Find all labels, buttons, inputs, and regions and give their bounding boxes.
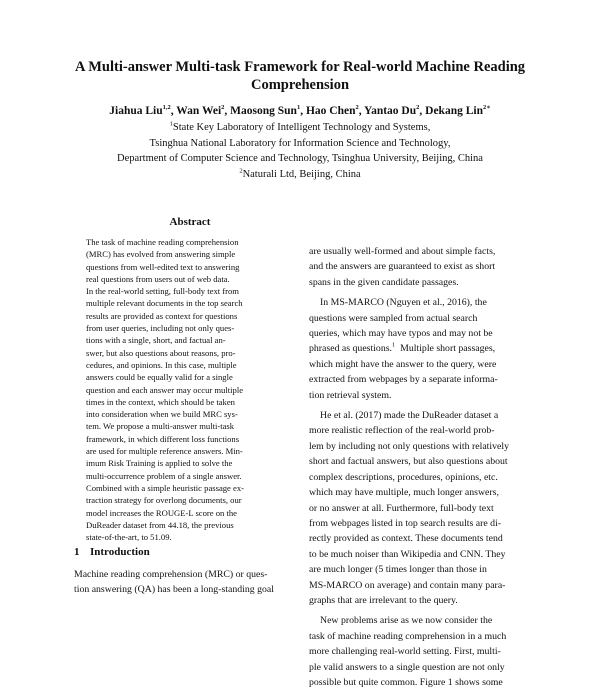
abstract-line: multi-occurrence problem of a single answer.: [86, 470, 242, 481]
abstract-line: (MRC) has evolved from answering simple: [86, 249, 236, 260]
text-line: are usually well-formed and about simple facts,: [309, 246, 496, 257]
abstract-line: imum Risk Training is applied to solve the: [86, 458, 233, 469]
abstract-line: into consideration when we build MRC sys-: [86, 409, 238, 420]
text-line: He et al. (2017) made the DuReader dataset a: [320, 410, 499, 422]
abstract-line: In the real-world setting, full-body text from: [86, 286, 239, 297]
abstract-line: swer, but also questions about reasons, pro-: [86, 347, 236, 358]
intro-line: tion answering (QA) has been a long-standing goal: [74, 584, 274, 596]
abstract-line: results are provided as context for questions: [86, 310, 238, 321]
abstract-line: tions with a single, short, and factual an-: [86, 335, 226, 346]
abstract-line: are used for multiple reference answers. Min-: [86, 446, 243, 457]
abstract-line: state-of-the-art, to 51.09.: [86, 532, 172, 543]
abstract-line: real questions from users out of web data.: [86, 273, 230, 284]
section-heading: [74, 546, 150, 558]
text-line: MS-MARCO on average) and contain many para-: [309, 579, 506, 591]
abstract-line: DuReader dataset from 44.18, the previous: [86, 519, 234, 530]
abstract-line: multiple relevant documents in the top search: [86, 298, 243, 309]
author-name: Maosong Sun: [230, 105, 297, 117]
text-line: rectly provided as context. These documents tend: [309, 533, 503, 545]
right-column: [309, 244, 531, 695]
abstract-line: The task of machine reading comprehension: [86, 237, 239, 247]
abstract-line: question and each answer may occur multiple: [86, 384, 244, 395]
affiliation-line: $^2$Naturali Ltd, Beijing, China: [239, 167, 361, 180]
abstract-line: times in the context, which should be taken: [86, 396, 235, 407]
text-line: from webpages listed in top search results are di-: [309, 517, 502, 529]
abstract-line: answers could be equally valid for a single: [86, 372, 233, 383]
abstract-line: tem. We propose a multi-answer multi-task: [86, 421, 235, 432]
abstract-line: questions from well-edited text to answering: [86, 261, 240, 272]
text-line: complex descriptions, procedures, opinions, etc.: [309, 471, 498, 483]
section-number: 1: [74, 546, 80, 558]
affiliation-line: $^1$State Key Laboratory of Intelligent Technology and Systems,: [169, 120, 431, 133]
author-name: Hao Chen: [305, 105, 356, 117]
text-line: tion retrieval system.: [309, 389, 392, 401]
text-line: which might have the answer to the query, were: [309, 358, 497, 370]
text-line: which may have multiple, much longer answers,: [309, 487, 499, 499]
paragraph: [309, 613, 531, 690]
text-line: to be much noiser than Wikipedia and CNN. They: [309, 548, 506, 560]
abstract-line: model increases the ROUGE-L score on the: [86, 507, 237, 518]
author-affil-mark: 2: [416, 104, 420, 112]
section-title: Introduction: [90, 546, 150, 558]
text-line: phrased as questions.$^1$ Multiple short passages,: [309, 342, 496, 355]
author-affil-mark: 2: [355, 104, 359, 112]
paper-title: [40, 58, 560, 94]
text-line: task of machine reading comprehension in a much: [309, 630, 507, 642]
abstract-line: traction strategy for overlong documents, our: [86, 495, 242, 506]
author-name: Yantao Du: [364, 105, 417, 117]
abstract-line: from user queries, including not only ques-: [86, 323, 235, 334]
intro-line: Machine reading comprehension (MRC) or ques-: [74, 569, 268, 580]
text-line: In MS-MARCO (Nguyen et al., 2016), the: [320, 297, 487, 309]
text-line: more realistic reflection of the real-world prob-: [309, 425, 495, 437]
text-line: short and factual answers, but also questions about: [309, 456, 508, 468]
abstract-line: cedures, and opinions. In this case, multiple: [86, 359, 237, 370]
text-line: graphs that are irrelevant to the query.: [309, 594, 458, 606]
text-line: more challenging real-world setting. First, multi-: [309, 646, 501, 658]
author-affil-mark: 1,2: [162, 104, 171, 112]
text-line: are much longer (5 times longer than those in: [309, 564, 487, 576]
footnote-marker: 1: [392, 342, 396, 350]
text-line: ple valid answers to a single question are not only: [309, 661, 505, 673]
text-line: or no answer at all. Furthermore, full-body text: [309, 502, 494, 514]
author-name: Jiahua Liu: [109, 105, 163, 117]
paragraph: [309, 295, 531, 403]
affiliation-line: Tsinghua National Laboratory for Information Science and Technology,: [149, 137, 451, 149]
author-affil-mark: 2∗: [482, 104, 491, 112]
abstract-line: framework, in which different loss functions: [86, 433, 240, 444]
text-line: New problems arise as we now consider the: [320, 615, 493, 627]
text-line: possible but quite common. Figure 1 shows some: [309, 676, 503, 688]
abstract-heading: Abstract: [169, 216, 211, 228]
author-name: Dekang Lin: [425, 105, 483, 117]
intro-body: [74, 567, 306, 598]
text-line: spans in the given candidate passages.: [309, 276, 459, 288]
text-line: and the answers are guaranteed to exist as short: [309, 261, 496, 273]
author-list: Jiahua Liu$^{1,2}$, Wan Wei$^2$, Maosong Sun$^1$, Hao Chen$^2$, Yantao Du$^2$, Dekang Lin$^{2∗}$: [109, 104, 491, 117]
text-line: lem by including not only questions with relatively: [309, 440, 509, 452]
abstract-line: Combined with a simple heuristic passage ex-: [86, 482, 244, 493]
author-name: Wan Wei: [176, 105, 222, 117]
paragraph: [309, 244, 531, 290]
text-line: questions were sampled from actual search: [309, 312, 478, 324]
affiliation-line: Department of Computer Science and Technology, Tsinghua University, Beijing, China: [117, 153, 483, 164]
author-affil-mark: 1: [296, 104, 301, 112]
affiliations: [40, 120, 560, 182]
text-line: extracted from webpages by a separate informa-: [309, 374, 498, 386]
paragraph: [309, 408, 531, 608]
abstract-body: [86, 236, 296, 543]
title-line: A Multi-answer Multi-task Framework for Real-world Machine Reading: [74, 59, 526, 75]
title-line: Comprehension: [250, 77, 350, 93]
text-line: queries, which may have typos and may not be: [309, 328, 493, 340]
author-affil-mark: 2: [221, 104, 225, 112]
